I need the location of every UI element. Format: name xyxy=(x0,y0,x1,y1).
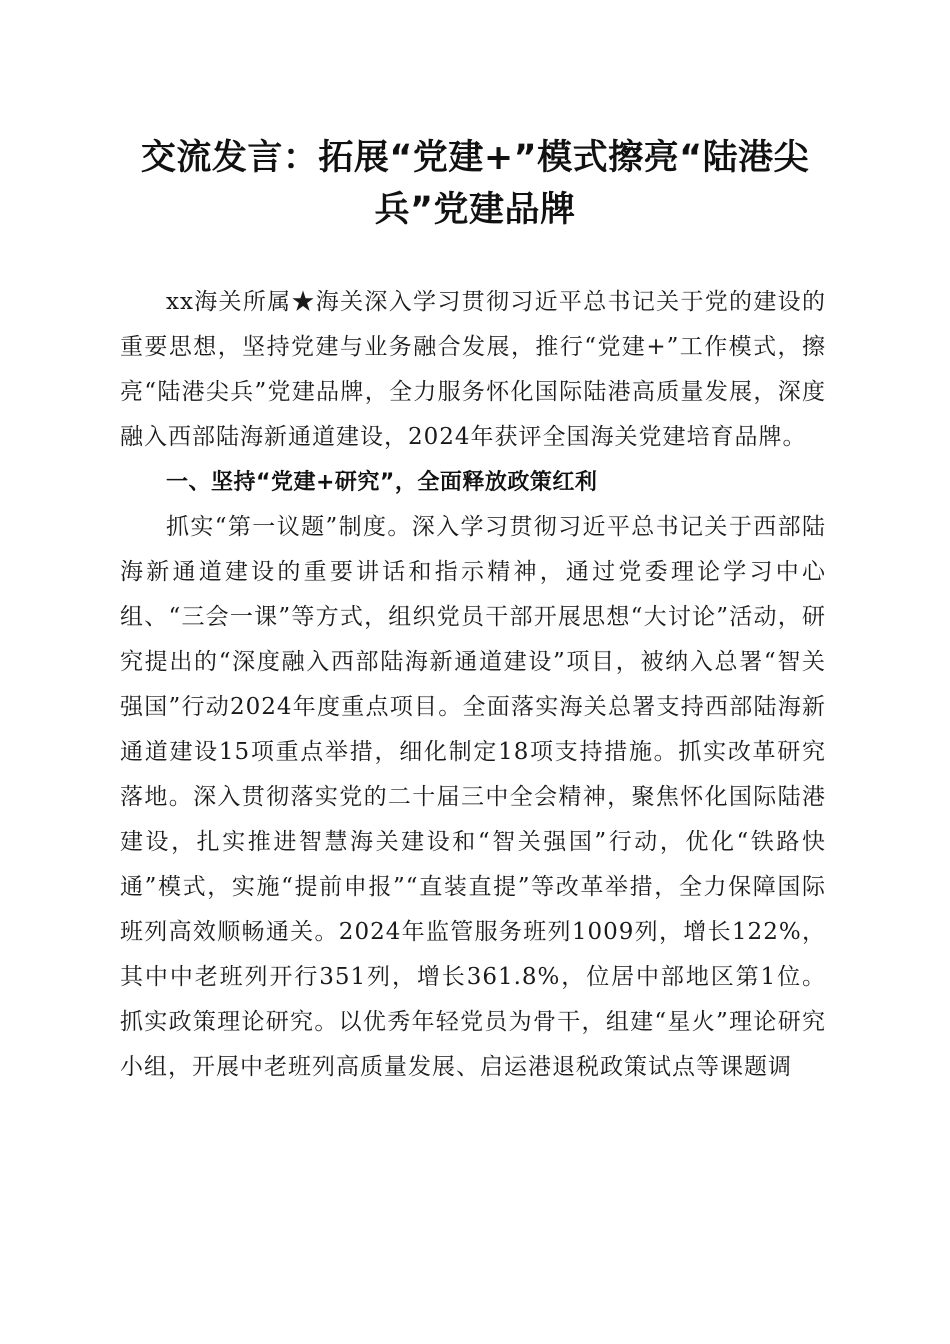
section-heading: 一、坚持“党建+研究”，全面释放政策红利 xyxy=(166,470,598,495)
document-body xyxy=(120,280,826,1090)
section-paragraph: 抓实“第一议题”制度。深入学习贯彻习近平总书记关于西部陆海新通道建设的重要讲话和指示精神，通过党委理论学习中心组、“三会一课”等方式，组织党员干部开展思想“大讨论”活动，研究提出的“深度融入西部陆海新通道建设”项目，被纳入总署“智关强国”行动2024年度重点项目。全面落实海关总署支持西部陆海新通道建设15项重点举措，细化制定18项支持措施。抓实改革研究落地。深入贯彻落实党的二十届三中全会精神，聚焦怀化国际陆港建设，扎实推进智慧海关建设和“智关强国”行动，优化“铁路快通”模式，实施“提前申报”“直装直提”等改革举措，全力保障国际班列高效顺畅通关。2024年监管服务班列1009列，增长122%，其中中老班列开行351列，增长361.8%，位居中部地区第1位。抓实政策理论研究。以优秀年轻党员为骨干，组建“星火”理论研究小组，开展中老班列高质量发展、启运港退税政策试点等课题调 xyxy=(120,514,826,1080)
document-title: 交流发言：拓展“党建+”模式擦亮“陆港尖兵”党建品牌 xyxy=(140,138,810,230)
intro-paragraph: xx海关所属★海关深入学习贯彻习近平总书记关于党的建设的重要思想，坚持党建与业务融合发展，推行“党建+”工作模式，擦亮“陆港尖兵”党建品牌，全力服务怀化国际陆港高质量发展，深度融入西部陆海新通道建设，2024年获评全国海关党建培育品牌。 xyxy=(120,289,826,450)
